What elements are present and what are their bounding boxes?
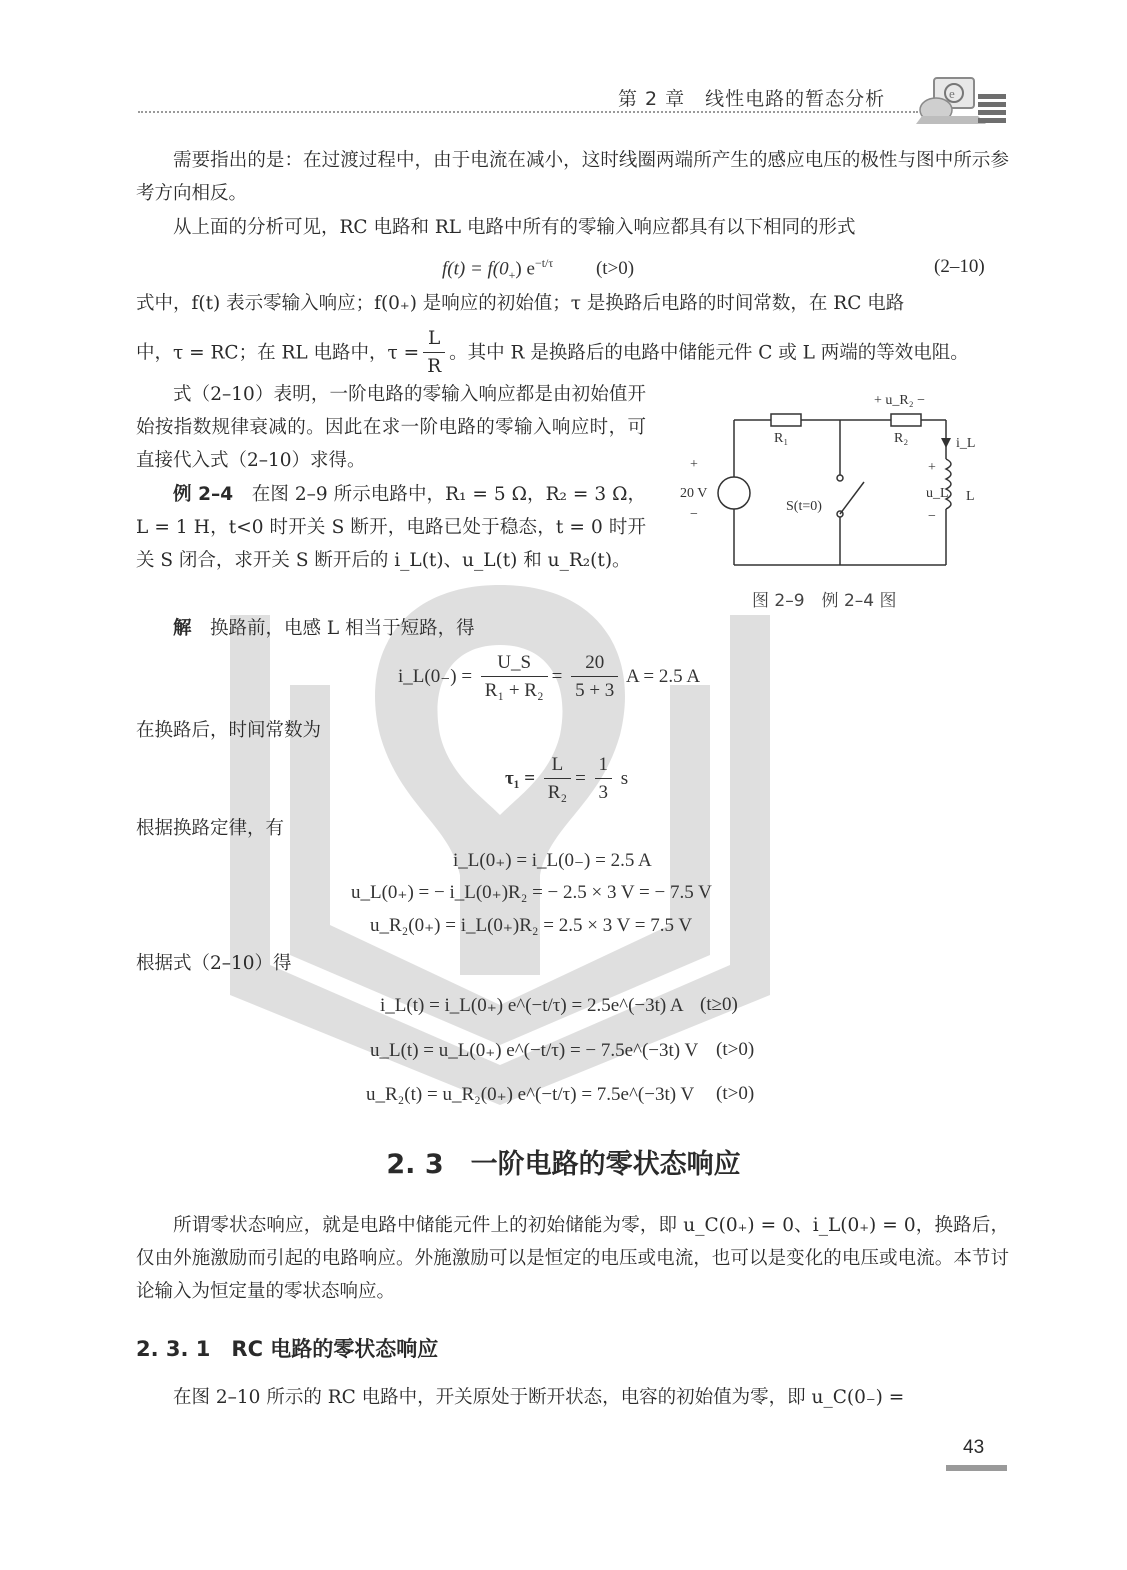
paragraph-example-2-4 (136, 478, 646, 577)
equation-result-ul-cond: (t>0) (716, 1039, 755, 1060)
label-source: 20 V (680, 486, 708, 501)
frac-den: 3 (598, 782, 609, 803)
example-label: 例 2–4 (173, 484, 234, 505)
equation-result-il: i_L(t) = i_L(0₊) e^(−t/τ) = 2.5e^(−3t) A (380, 995, 684, 1016)
label-ul-plus: + (928, 460, 936, 475)
frac-den: R (427, 356, 442, 377)
figure-caption: 图 2–9 例 2–4 图 (752, 591, 897, 611)
eq-il0-rhs: A = 2.5 A (626, 665, 701, 687)
frac-num: 20 (571, 650, 618, 677)
paragraph-rc-circuit-intro: 在图 2–10 所示的 RC 电路中，开关原处于断开状态，电容的初始值为零，即 u_C(0₋) = (173, 1387, 905, 1408)
equation-tau: τ₁ = $\frac{L}{\text{R₂}}$ = $\frac{1}{3}$ s (505, 752, 628, 807)
frac-den: R₂ (547, 782, 568, 803)
eq-tau-frac2 (595, 752, 613, 807)
equation-result-ul: u_L(t) = u_L(0₊) e^(−t/τ) = − 7.5e^(−3t) V (370, 1040, 699, 1061)
paragraph-polarity-note: 需要指出的是：在过渡过程中，由于电流在减小，这时线圈两端所产生的感应电压的极性与图中所示参考方向相反。 (136, 150, 1009, 204)
page-number: 43 (963, 1437, 985, 1458)
svg-text:e: e (949, 86, 955, 101)
eq-il0-lhs: i_L(0₋) = (398, 665, 473, 687)
label-switch: S(t=0) (786, 499, 822, 514)
equation-result-ur2-cond: (t>0) (716, 1083, 755, 1104)
inductor-icon (946, 459, 951, 509)
paragraph-switching-law: 根据换路定律，有 (136, 818, 285, 839)
equation-law-il: i_L(0₊) = i_L(0₋) = 2.5 A (453, 850, 652, 871)
voltage-source-icon (718, 477, 750, 509)
equation-law-ul: u_L(0₊) = − i_L(0₊)R₂ = − 2.5 × 3 V = − 7.5 V (351, 882, 712, 903)
equation-2-10 (442, 256, 634, 283)
label-il: i_L (956, 436, 976, 451)
equation-il-initial: i_L(0₋) = $\frac{U\_S}{\text{R₁ + R₂}}$ = $\frac{20}{5 + 3}$ A = 2.5 A (398, 650, 700, 705)
equation-law-ur2: u_R₂(0₊) = i_L(0₊)R₂ = 2.5 × 3 V = 7.5 V (370, 915, 693, 936)
section-title: 2. 3 一阶电路的零状态响应 (386, 1149, 741, 1180)
chapter-header-title: 第 2 章 线性电路的暂态分析 (618, 88, 886, 110)
paragraph-zero-state-definition: 所谓零状态响应，就是电路中储能元件上的初始储能为零，即 u_C(0₊) = 0、i_L(0₊) = 0，换路后，仅由外施激励而引起的电路响应。外施激励可以是恒定的电压或电流，也可以是变化的电压或电流。本节讨论输入为恒定量的零状态响应。 (136, 1215, 1009, 1302)
equation-result-ur2: u_R₂(t) = u_R₂(0₊) e^(−t/τ) = 7.5e^(−3t) V (366, 1084, 695, 1105)
paragraph-where-b (136, 326, 1009, 381)
header-divider (138, 111, 918, 113)
label-inductor: L (966, 489, 975, 504)
frac-num: L (423, 326, 445, 353)
switch-icon (840, 482, 864, 514)
eq-2-10-condition: (t>0) (595, 258, 635, 280)
example-text: 在图 2–9 所示电路中，R₁ = 5 Ω，R₂ = 3 Ω，L = 1 H，t<0 时开关 S 断开，电路已处于稳态，t = 0 时开关 S 闭合，求开关 S 断开后的 i_L(t)、u_L(t) 和 u_R₂(t)。 (136, 484, 646, 571)
equation-number-2-10: (2–10) (934, 256, 985, 277)
eq-2-10-plus: + (508, 268, 516, 283)
frac-den: R₁ + R₂ (484, 680, 544, 701)
label-r1: R₁ (774, 431, 789, 446)
paragraph-general-form: 从上面的分析可见，RC 电路和 RL 电路中所有的零输入响应都具有以下相同的形式 (173, 217, 856, 238)
eq-il0-frac2 (571, 650, 618, 705)
frac-num: L (544, 752, 571, 779)
eq-2-10-lhs: f(t) = f(0 (442, 258, 509, 280)
eq-2-10-exp: −t/τ (534, 256, 554, 270)
paragraph-by-formula: 根据式（2–10）得 (136, 953, 292, 974)
solution-label: 解 (173, 618, 192, 639)
fraction-L-over-R (423, 326, 445, 381)
solution-text: 换路前，电感 L 相当于短路，得 (210, 618, 475, 639)
equation-result-il-cond: (t≥0) (700, 994, 738, 1015)
where-b-post: 。其中 R 是换路后的电路中储能元件 C 或 L 两端的等效电阻。 (449, 342, 969, 364)
frac-num: 1 (595, 752, 613, 779)
frac-den: 5 + 3 (575, 680, 615, 701)
eq-tau-unit: s (620, 767, 629, 789)
paragraph-where-a: 式中，f(t) 表示零输入响应；f(0₊) 是响应的初始值；τ 是换路后电路的时间常数，在 RC 电路 (136, 293, 905, 314)
resistor-r2-icon (891, 414, 921, 426)
laptop-logo-icon (916, 72, 1008, 130)
circuit-diagram-2-9 (676, 384, 996, 584)
resistor-r1-icon (771, 414, 801, 426)
label-ur2: + u_R₂ − (874, 393, 926, 408)
paragraph-solution (136, 612, 1009, 645)
current-arrow-icon (941, 438, 951, 448)
eq-tau-lhs: τ₁ = (505, 767, 536, 789)
frac-num: U_S (481, 650, 548, 677)
paragraph-time-constant: 在换路后，时间常数为 (136, 720, 322, 741)
where-b-pre: 中，τ = RC；在 RL 电路中，τ = (136, 342, 420, 364)
subsection-title: 2. 3. 1 RC 电路的零状态响应 (136, 1337, 439, 1361)
eq-2-10-rhs: ) e (515, 258, 535, 280)
paragraph-formula-usage: 式（2–10）表明，一阶电路的零输入响应都是由初始值开始按指数规律衰减的。因此在求一阶电路的零输入响应时，可直接代入式（2–10）求得。 (136, 384, 646, 471)
label-ul: u_L (926, 486, 949, 501)
label-source-minus: − (690, 507, 698, 522)
label-source-plus: + (690, 457, 698, 472)
label-r2: R₂ (894, 431, 909, 446)
page-number-bar (946, 1465, 1007, 1471)
eq-il0-frac1 (481, 650, 548, 705)
label-ul-minus: − (928, 509, 936, 524)
eq-tau-frac1 (544, 752, 571, 807)
